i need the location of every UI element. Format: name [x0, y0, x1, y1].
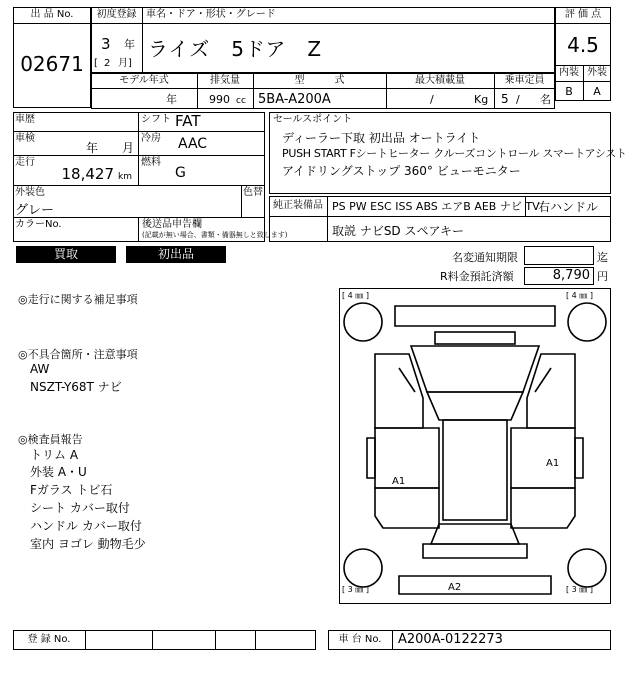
interior-label: 内装: [559, 67, 579, 78]
post-equip-note: (記載が無い場合、書類・備器無しと致します): [142, 231, 288, 239]
car-outline-svg: [339, 288, 611, 604]
defect-item: NSZT-Y68T ナビ: [30, 380, 122, 394]
first-reg-label: 初度登録: [96, 9, 137, 20]
sales-line-3: アイドリングストップ 360° ビューモニター: [282, 164, 521, 178]
equipment-label: 純正装備品: [273, 200, 323, 211]
post-equip-label: 後送品申告欄: [142, 219, 202, 230]
type-label: 型 式: [294, 75, 345, 86]
recycle-label: R料金預託済額: [440, 270, 514, 283]
damage-mark-a2: A2: [448, 582, 462, 593]
inspector-label: ◎検査員報告: [18, 433, 83, 446]
inspector-item: 室内 ヨゴレ 動物毛少: [30, 537, 146, 551]
max-load-sep: /: [430, 93, 434, 106]
tire-front-right: [ 4 ㎜ ]: [566, 291, 593, 300]
name-change-box: [524, 246, 594, 265]
inspector-item: トリム A: [30, 448, 79, 462]
manual-value: 取説 ナビSD スペアキー: [332, 224, 465, 238]
damage-mark-a1-left: A1: [392, 476, 406, 487]
displacement-unit: cc: [236, 96, 246, 106]
capacity-value: 5: [501, 92, 509, 106]
tire-front-left: [ 4 ㎜ ]: [342, 291, 369, 300]
first-reg-year: 3: [101, 35, 111, 53]
fuel-value: G: [175, 165, 186, 181]
inspection-year-unit: 年: [86, 141, 99, 155]
displacement-label: 排気量: [210, 75, 240, 86]
sales-line-1: ディーラー下取 初出品 オートライト: [282, 131, 481, 145]
car-name-label: 車名・ドア・形状・グレード: [146, 9, 276, 20]
history-label: 車歴: [15, 114, 35, 125]
type-value: 5BA-A200A: [258, 92, 331, 107]
recycle-value: 8,790: [552, 268, 590, 283]
sales-point-label: セールスポイント: [273, 114, 353, 125]
equipment-value: PS PW ESC ISS ABS エアB AEB ナビ TV: [332, 200, 540, 213]
max-load-unit: Kg: [474, 93, 489, 106]
lot-number: 02671: [20, 52, 84, 76]
chassis-number: A200A-0122273: [398, 632, 503, 647]
shift-value: FAT: [175, 112, 201, 130]
inspector-item: シート カバー取付: [30, 501, 130, 515]
year-unit: 年: [124, 38, 135, 51]
inspector-item: 外装 A・U: [30, 465, 87, 479]
month-open: [: [94, 58, 98, 69]
displacement-value: 990: [209, 93, 230, 106]
capacity-sep: /: [516, 93, 520, 106]
mileage-label: 走行: [15, 157, 35, 168]
tire-rear-left: [ 3 ㎜ ]: [342, 585, 369, 594]
registration-label: 登 録 No.: [27, 634, 71, 645]
exterior-grade: A: [593, 85, 601, 98]
model-year-label: モデル年式: [119, 75, 169, 86]
fuel-label: 燃料: [141, 157, 161, 168]
ac-label: 冷房: [141, 133, 161, 144]
driving-notes-label: ◎走行に関する補足事項: [18, 293, 138, 306]
inspection-month-unit: 月: [122, 141, 135, 155]
name-change-unit: 迄: [597, 251, 608, 264]
mileage-value: 18,427: [61, 165, 114, 183]
max-load-label: 最大積載量: [415, 75, 465, 86]
grade-value: 4.5: [567, 33, 599, 57]
capacity-unit: 名: [540, 93, 551, 106]
sales-line-2: PUSH START Fシートヒーター クルーズコントロール スマートアシスト: [282, 147, 627, 160]
recycle-unit: 円: [597, 270, 608, 283]
damage-mark-a1-right: A1: [546, 458, 560, 469]
month-unit: 月]: [118, 58, 132, 69]
interior-grade: B: [565, 85, 573, 98]
name-change-label: 名変通知期限: [452, 251, 518, 264]
defects-label: ◎不具合箇所・注意事項: [18, 348, 138, 361]
color-value: グレー: [15, 203, 55, 218]
capacity-label: 乗車定員: [504, 75, 545, 86]
color-no-label: カラーNo.: [15, 219, 62, 230]
shift-label: シフト: [141, 114, 171, 125]
kaitori-badge: 買取: [16, 246, 116, 263]
model-year-unit: 年: [166, 93, 177, 106]
color-label: 外装色: [15, 187, 45, 198]
ac-value: AAC: [178, 136, 208, 152]
tire-rear-right: [ 3 ㎜ ]: [566, 585, 593, 594]
defect-item: AW: [30, 362, 50, 376]
color-change-label: 色替: [243, 187, 263, 198]
chassis-label: 車 台 No.: [338, 634, 382, 645]
exterior-label: 外装: [587, 67, 607, 78]
first-reg-month: 2: [104, 58, 111, 69]
lot-label: 出 品 No.: [30, 9, 74, 20]
grade-label: 評 価 点: [564, 9, 602, 20]
handle-value: 右ハンドル: [537, 200, 598, 214]
mileage-unit: km: [118, 172, 132, 182]
inspection-label: 車検: [15, 133, 35, 144]
inspector-item: Fガラス トビ石: [30, 483, 113, 497]
car-name: ライズ 5ドア Z: [148, 37, 323, 61]
hatsu-badge: 初出品: [126, 246, 226, 263]
inspector-item: ハンドル カバー取付: [30, 519, 142, 533]
